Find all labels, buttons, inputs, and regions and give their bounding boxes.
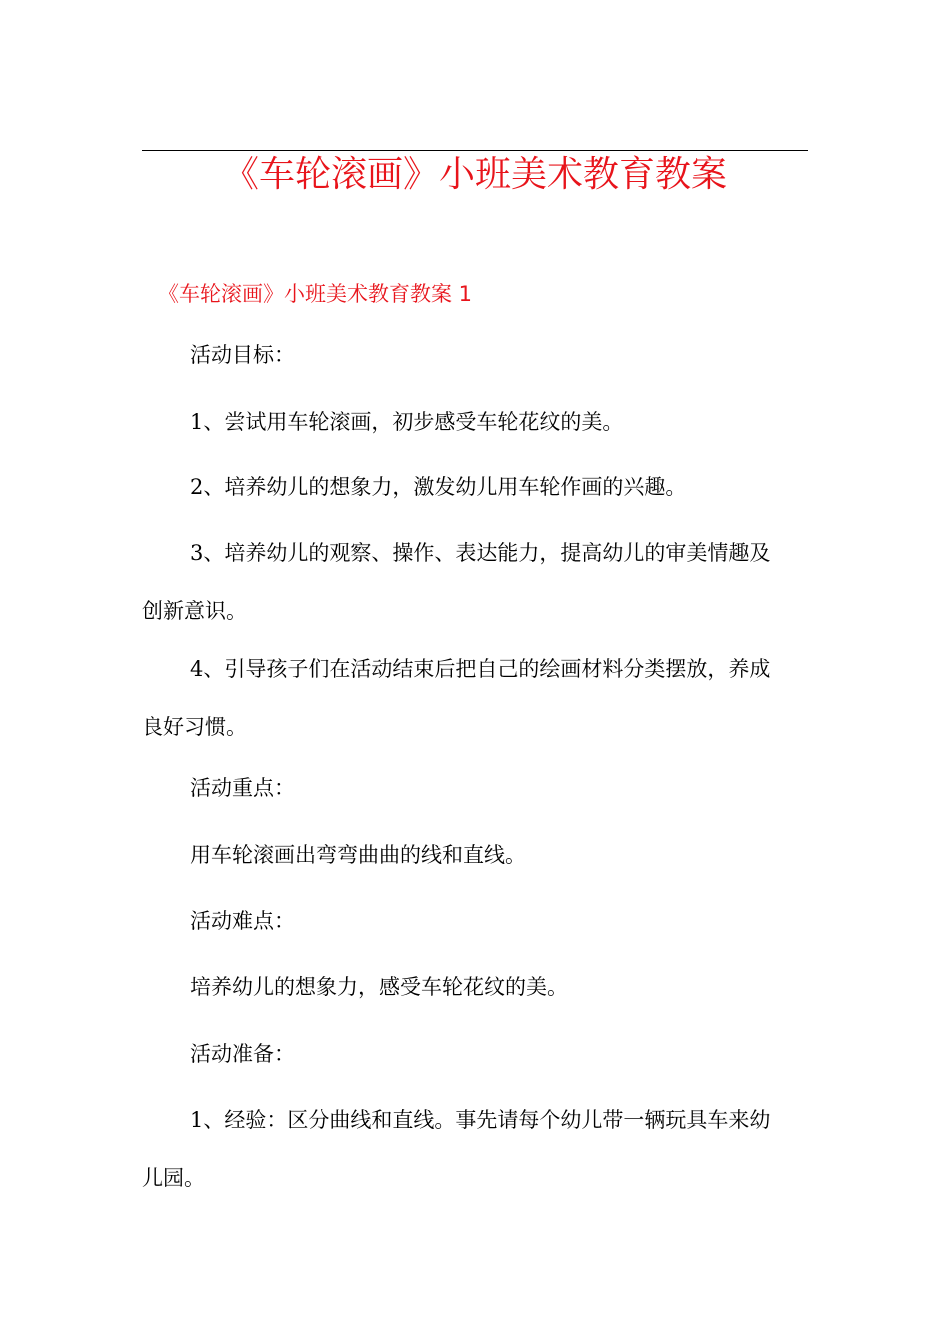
paragraph-focus-heading: 活动重点： <box>190 776 295 800</box>
paragraph-preparation-1: 1、经验：区分曲线和直线。事先请每个幼儿带一辆玩具车来幼儿园。 <box>142 1108 771 1190</box>
document-title: 《车轮滚画》小班美术教育教案 <box>222 154 727 195</box>
paragraph-objective-3: 3、培养幼儿的观察、操作、表达能力，提高幼儿的审美情趣及创新意识。 <box>142 541 771 623</box>
paragraph-objective-1: 1、尝试用车轮滚画，初步感受车轮花纹的美。 <box>190 410 624 434</box>
paragraph-objective-4: 4、引导孩子们在活动结束后把自己的绘画材料分类摆放，养成良好习惯。 <box>142 657 771 739</box>
paragraph-objectives-heading: 活动目标： <box>190 343 295 367</box>
paragraph-focus-content: 用车轮滚画出弯弯曲曲的线和直线。 <box>190 843 526 867</box>
paragraph-difficulty-heading: 活动难点： <box>190 909 295 933</box>
paragraph-preparation-heading: 活动准备： <box>190 1042 295 1066</box>
paragraph-difficulty-content: 培养幼儿的想象力，感受车轮花纹的美。 <box>190 975 568 999</box>
section-heading: 《车轮滚画》小班美术教育教案 1 <box>158 282 473 306</box>
paragraph-objective-2: 2、培养幼儿的想象力，激发幼儿用车轮作画的兴趣。 <box>190 475 687 499</box>
